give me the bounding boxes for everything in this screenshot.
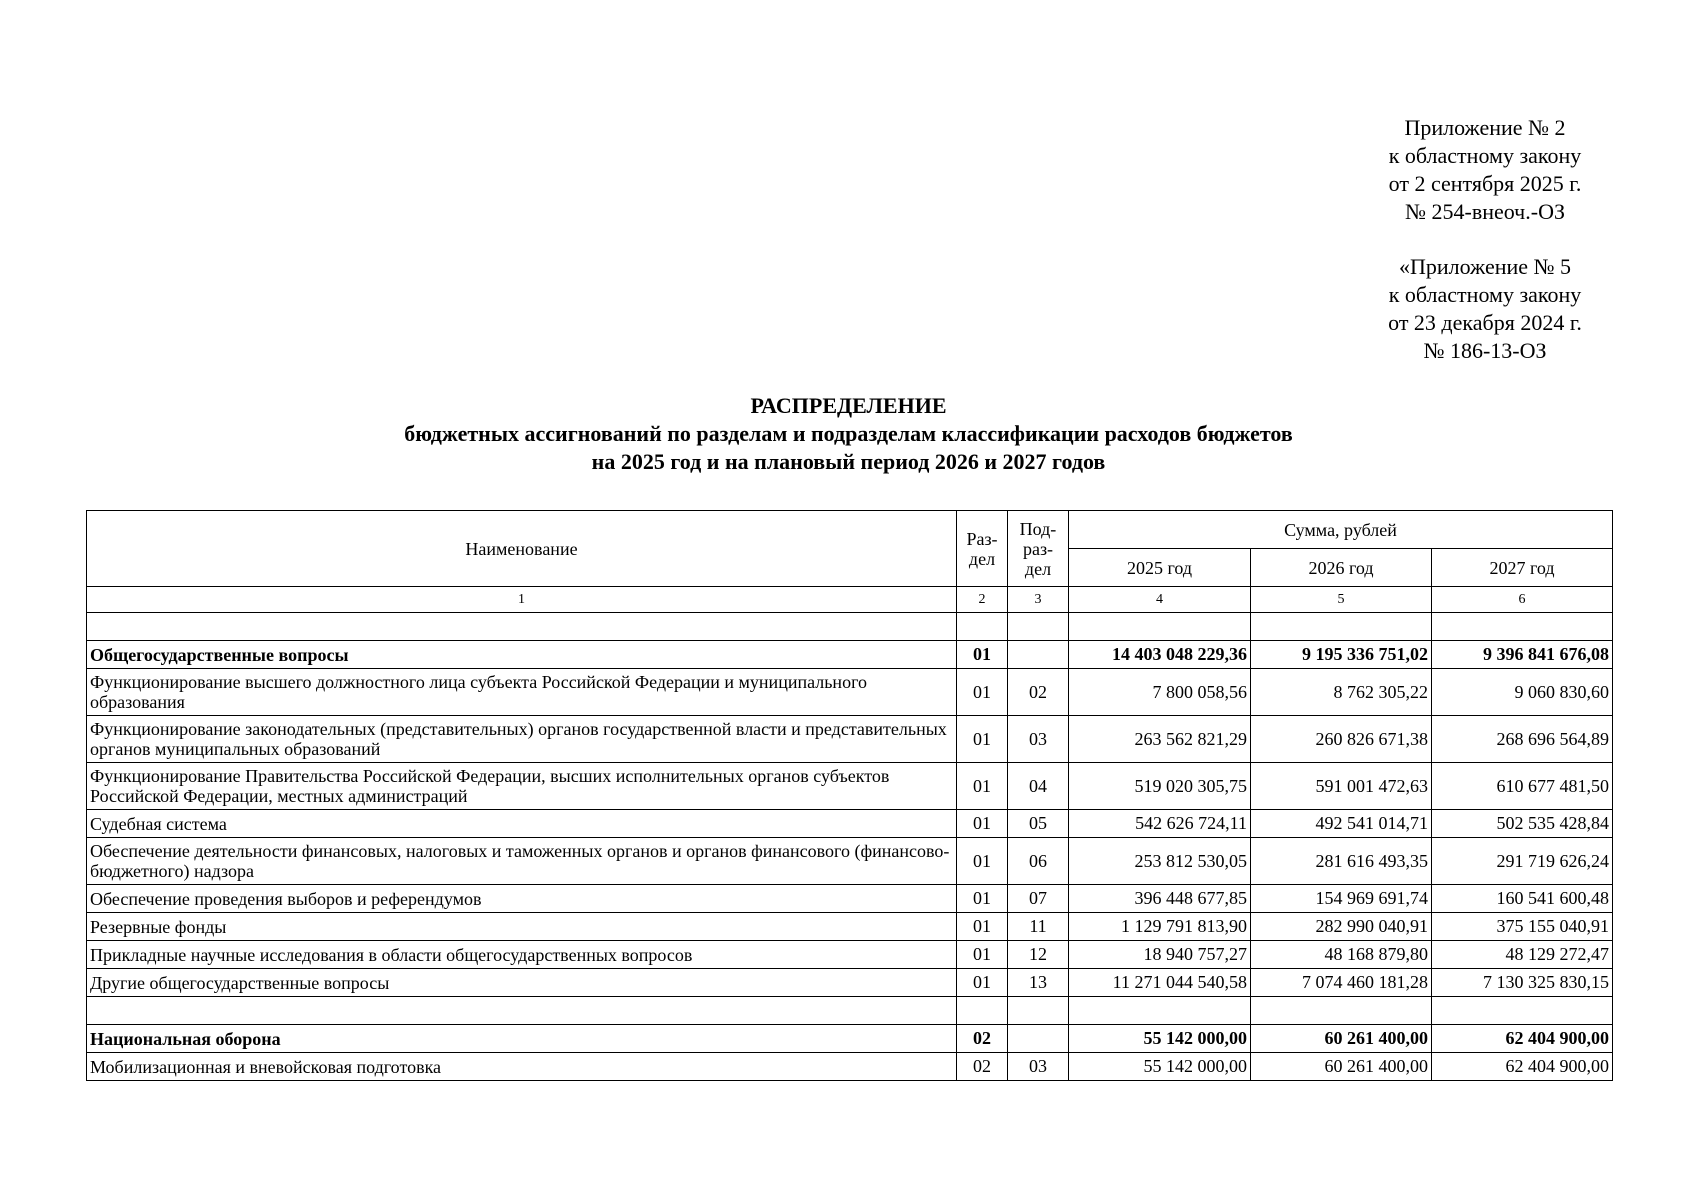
row-razdel: 01: [957, 885, 1008, 913]
annex-block: [1335, 114, 1635, 365]
row-podrazdel: 04: [1008, 763, 1069, 810]
row-razdel: 01: [957, 913, 1008, 941]
row-value-2027: 62 404 900,00: [1432, 1025, 1613, 1053]
row-value-2025: 1 129 791 813,90: [1069, 913, 1251, 941]
row-podrazdel: [1008, 1025, 1069, 1053]
row-name: Функционирование высшего должностного лица субъекта Российской Федерации и муниципального образования: [87, 669, 957, 716]
row-value-2027: 7 130 325 830,15: [1432, 969, 1613, 997]
table-row: [87, 1053, 1613, 1081]
row-value-2025: 263 562 821,29: [1069, 716, 1251, 763]
row-value-2027: [1432, 997, 1613, 1025]
row-razdel: [957, 997, 1008, 1025]
row-value-2026: 281 616 493,35: [1251, 838, 1432, 885]
row-name: Резервные фонды: [87, 913, 957, 941]
row-razdel: 01: [957, 716, 1008, 763]
table-row: [87, 810, 1613, 838]
header-razdel: Раз- дел: [957, 511, 1008, 587]
row-name: Национальная оборона: [87, 1025, 957, 1053]
table-row: [87, 885, 1613, 913]
row-value-2027: 48 129 272,47: [1432, 941, 1613, 969]
table-row-empty: [87, 997, 1613, 1025]
column-index: 3: [1008, 587, 1069, 613]
row-podrazdel: 12: [1008, 941, 1069, 969]
header-year-2027: 2027 год: [1432, 549, 1613, 587]
title-line-3: на 2025 год и на плановый период 2026 и 2027 годов: [591, 449, 1106, 474]
row-value-2025: 542 626 724,11: [1069, 810, 1251, 838]
annex-line: от 2 сентября 2025 г.: [1388, 171, 1582, 196]
header-year-2026: 2026 год: [1251, 549, 1432, 587]
column-index: 5: [1251, 587, 1432, 613]
row-razdel: 01: [957, 669, 1008, 716]
row-value-2025: 253 812 530,05: [1069, 838, 1251, 885]
row-podrazdel: [1008, 997, 1069, 1025]
row-value-2026: 9 195 336 751,02: [1251, 641, 1432, 669]
row-name: Другие общегосударственные вопросы: [87, 969, 957, 997]
title-line-2: бюджетных ассигнований по разделам и подразделам классификации расходов бюджетов: [404, 421, 1293, 446]
table-row: [87, 838, 1613, 885]
annex-line: Приложение № 2: [1404, 115, 1566, 140]
table-row: [87, 913, 1613, 941]
row-value-2026: [1251, 613, 1432, 641]
row-podrazdel: 05: [1008, 810, 1069, 838]
row-value-2027: 375 155 040,91: [1432, 913, 1613, 941]
row-value-2026: 154 969 691,74: [1251, 885, 1432, 913]
row-value-2025: 14 403 048 229,36: [1069, 641, 1251, 669]
row-podrazdel: 06: [1008, 838, 1069, 885]
row-value-2027: 610 677 481,50: [1432, 763, 1613, 810]
row-razdel: 01: [957, 763, 1008, 810]
row-value-2025: 11 271 044 540,58: [1069, 969, 1251, 997]
table-body: [87, 613, 1613, 1081]
row-razdel: 01: [957, 941, 1008, 969]
row-value-2025: 18 940 757,27: [1069, 941, 1251, 969]
row-value-2027: 9 396 841 676,08: [1432, 641, 1613, 669]
row-name: Общегосударственные вопросы: [87, 641, 957, 669]
title-line-1: РАСПРЕДЕЛЕНИЕ: [750, 393, 947, 418]
table-row: [87, 941, 1613, 969]
row-value-2026: 282 990 040,91: [1251, 913, 1432, 941]
budget-table: [86, 510, 1613, 1081]
annex-line: к областному закону: [1388, 143, 1582, 168]
annex-line: «Приложение № 5: [1398, 254, 1572, 279]
annex-line: № 186-13-ОЗ: [1423, 338, 1547, 363]
document-title: [0, 392, 1697, 476]
row-name: Обеспечение деятельности финансовых, налоговых и таможенных органов и органов финансового (финансово-бюджетного) надзора: [87, 838, 957, 885]
row-podrazdel: 03: [1008, 716, 1069, 763]
header-sum: Сумма, рублей: [1069, 511, 1613, 549]
row-value-2027: 160 541 600,48: [1432, 885, 1613, 913]
row-razdel: 01: [957, 838, 1008, 885]
annex-line: от 23 декабря 2024 г.: [1388, 310, 1582, 335]
row-value-2027: 502 535 428,84: [1432, 810, 1613, 838]
annex-line: к областному закону: [1388, 282, 1582, 307]
row-value-2025: 519 020 305,75: [1069, 763, 1251, 810]
row-value-2026: 60 261 400,00: [1251, 1025, 1432, 1053]
row-name: Функционирование Правительства Российской Федерации, высших исполнительных органов субъектов Российской Федерации, местных администраций: [87, 763, 957, 810]
row-razdel: 01: [957, 641, 1008, 669]
table-row-empty: [87, 613, 1613, 641]
row-value-2026: 492 541 014,71: [1251, 810, 1432, 838]
row-razdel: 01: [957, 969, 1008, 997]
table-row: [87, 969, 1613, 997]
row-value-2027: 62 404 900,00: [1432, 1053, 1613, 1081]
table-row-section: [87, 1025, 1613, 1053]
header-name: Наименование: [87, 511, 957, 587]
table-row: [87, 669, 1613, 716]
column-index: 1: [87, 587, 957, 613]
row-value-2026: 60 261 400,00: [1251, 1053, 1432, 1081]
row-value-2027: 291 719 626,24: [1432, 838, 1613, 885]
annex-line: № 254-внеоч.-ОЗ: [1405, 199, 1565, 224]
row-razdel: 01: [957, 810, 1008, 838]
column-index: 6: [1432, 587, 1613, 613]
row-podrazdel: 03: [1008, 1053, 1069, 1081]
row-podrazdel: 07: [1008, 885, 1069, 913]
row-podrazdel: 11: [1008, 913, 1069, 941]
row-value-2025: 7 800 058,56: [1069, 669, 1251, 716]
row-name: Функционирование законодательных (представительных) органов государственной власти и представительных органов муниципальных образований: [87, 716, 957, 763]
row-value-2026: 8 762 305,22: [1251, 669, 1432, 716]
column-index: 4: [1069, 587, 1251, 613]
table-row-section: [87, 641, 1613, 669]
header-year-2025: 2025 год: [1069, 549, 1251, 587]
row-value-2026: 7 074 460 181,28: [1251, 969, 1432, 997]
row-podrazdel: 13: [1008, 969, 1069, 997]
row-name: Мобилизационная и вневойсковая подготовка: [87, 1053, 957, 1081]
column-index: 2: [957, 587, 1008, 613]
row-podrazdel: [1008, 641, 1069, 669]
row-value-2027: 268 696 564,89: [1432, 716, 1613, 763]
row-name: Судебная система: [87, 810, 957, 838]
row-value-2025: 396 448 677,85: [1069, 885, 1251, 913]
row-value-2026: 591 001 472,63: [1251, 763, 1432, 810]
row-name: Обеспечение проведения выборов и референдумов: [87, 885, 957, 913]
row-name: [87, 997, 957, 1025]
row-value-2027: 9 060 830,60: [1432, 669, 1613, 716]
row-razdel: 02: [957, 1053, 1008, 1081]
row-razdel: 02: [957, 1025, 1008, 1053]
table-row: [87, 763, 1613, 810]
row-value-2027: [1432, 613, 1613, 641]
table-row: [87, 716, 1613, 763]
row-value-2026: [1251, 997, 1432, 1025]
row-name: [87, 613, 957, 641]
row-value-2025: [1069, 997, 1251, 1025]
row-value-2026: 260 826 671,38: [1251, 716, 1432, 763]
row-value-2025: 55 142 000,00: [1069, 1053, 1251, 1081]
row-value-2025: [1069, 613, 1251, 641]
header-podrazdel: Под- раз- дел: [1008, 511, 1069, 587]
row-value-2026: 48 168 879,80: [1251, 941, 1432, 969]
row-podrazdel: [1008, 613, 1069, 641]
row-name: Прикладные научные исследования в области общегосударственных вопросов: [87, 941, 957, 969]
row-value-2025: 55 142 000,00: [1069, 1025, 1251, 1053]
row-razdel: [957, 613, 1008, 641]
row-podrazdel: 02: [1008, 669, 1069, 716]
